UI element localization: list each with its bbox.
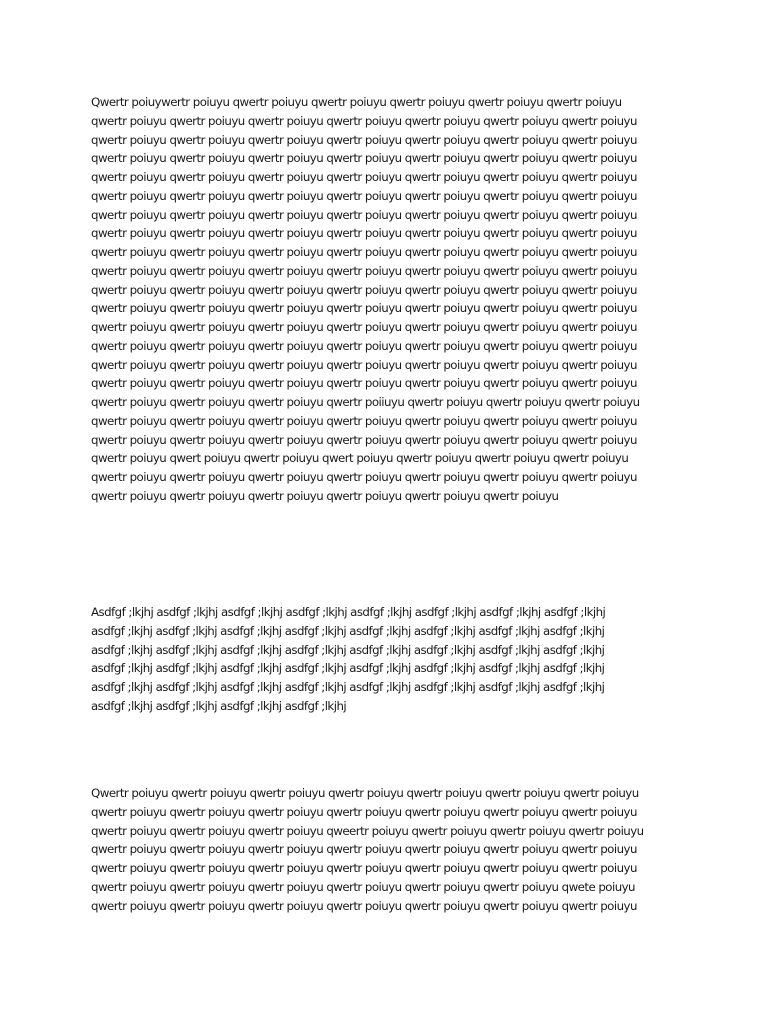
paragraph-2 [91,603,691,716]
text-line: qwertr poiuyu qwertr poiuyu qwertr poiuyu qwertr poiuyu qwertr poiuyu qwertr poiuyu qwertr poiuyu [91,804,637,819]
text-line: qwertr poiuyu qwertr poiuyu qwertr poiuyu qwertr poiuyu qwertr poiuyu qwertr poiuyu qwertr poiuyu [91,226,637,241]
text-line: qwertr poiuyu qwertr poiuyu qwertr poiuyu qwertr poiuyu qwertr poiuyu qwertr poiuyu qwertr poiuyu [91,413,637,428]
text-line: qwertr poiuyu qwertr poiuyu qwertr poiuyu qwertr poiuyu qwertr poiuyu qwertr poiuyu qwertr poiuyu [91,282,637,297]
text-line: qwertr poiuyu qwertr poiuyu qwertr poiuyu qwertr poiiuyu qwertr poiuyu qwertr poiuyu qwertr poiuyu [91,395,640,409]
text-line: asdfgf ;lkjhj asdfgf ;lkjhj asdfgf ;lkjhj asdfgf ;lkjhj asdfgf ;lkjhj asdfgf ;lkjhj asdfgf ;lkjhj asdfgf ;lkjhj [91,661,605,676]
text-line: asdfgf ;lkjhj asdfgf ;lkjhj asdfgf ;lkjhj asdfgf ;lkjhj asdfgf ;lkjhj asdfgf ;lkjhj asdfgf ;lkjhj asdfgf ;lkjhj [91,623,605,638]
text-line: asdfgf ;lkjhj asdfgf ;lkjhj asdfgf ;lkjhj asdfgf ;lkjhj [91,698,347,713]
text-line: qwertr poiuyu qwertr poiuyu qwertr poiuyu qwertr poiuyu qwertr poiuyu qwertr poiuyu qwertr poiuyu [91,338,637,353]
text-line: qwertr poiuyu qwertr poiuyu qwertr poiuyu qwertr poiuyu qwertr poiuyu qwertr poiuyu qwertr poiuyu [91,151,637,166]
text-line: qwertr poiuyu qwertr poiuyu qwertr poiuyu qwertr poiuyu qwertr poiuyu qwertr poiuyu qwertr poiuyu [91,320,637,334]
text-line: asdfgf ;lkjhj asdfgf ;lkjhj asdfgf ;lkjhj asdfgf ;lkjhj asdfgf ;lkjhj asdfgf ;lkjhj asdfgf ;lkjhj asdfgf ;lkjhj [91,642,605,657]
text-line: qwertr poiuyu qwertr poiuyu qwertr poiuyu qwertr poiuyu qwertr poiuyu qwertr poiuyu qwertr poiuyu [91,113,637,128]
text-line: qwertr poiuyu qwertr poiuyu qwertr poiuyu qwertr poiuyu qwertr poiuyu qwertr poiuyu qwertr poiuyu [91,301,637,316]
text-line: qwertr poiuyu qwertr poiuyu qwertr poiuyu qwertr poiuyu qwertr poiuyu qwertr poiuyu qwertr poiuyu [91,132,637,147]
text-line: qwertr poiuyu qwertr poiuyu qwertr poiuyu qwertr poiuyu qwertr poiuyu qwertr poiuyu qwertr poiuyu [91,470,637,484]
text-line: qwertr poiuyu qwertr poiuyu qwertr poiuyu qwertr poiuyu qwertr poiuyu qwertr poiuyu qwertr poiuyu [91,376,637,391]
text-line: Asdfgf ;lkjhj asdfgf ;lkjhj asdfgf ;lkjhj asdfgf ;lkjhj asdfgf ;lkjhj asdfgf ;lkjhj asdfgf ;lkjhj asdfgf ;lkjhj [91,605,606,619]
text-line: qwertr poiuyu qwertr poiuyu qwertr poiuyu qwertr poiuyu qwertr poiuyu qwertr poiuyu qwertr poiuyu [91,432,637,447]
text-line: qwertr poiuyu qwertr poiuyu qwertr poiuyu qwertr poiuyu qwertr poiuyu qwertr poiuyu qwertr poiuyu [91,170,637,184]
text-line: qwertr poiuyu qwertr poiuyu qwertr poiuyu qwertr poiuyu qwertr poiuyu qwertr poiuyu qwertr poiuyu [91,245,637,259]
text-line: qwertr poiuyu qwertr poiuyu qwertr poiuyu qwertr poiuyu qwertr poiuyu qwertr poiuyu qwertr poiuyu [91,861,637,875]
text-line: Qwertr poiuyu qwertr poiuyu qwertr poiuyu qwertr poiuyu qwertr poiuyu qwertr poiuyu qwertr poiuyu [91,786,639,800]
text-line: qwertr poiuyu qwertr poiuyu qwertr poiuyu qwertr poiuyu qwertr poiuyu qwertr poiuyu qwertr poiuyu [91,188,637,203]
text-line: Qwertr poiuywertr poiuyu qwertr poiuyu qwertr poiuyu qwertr poiuyu qwertr poiuyu qwertr poiuyu [91,95,622,109]
text-line: qwertr poiuyu qwertr poiuyu qwertr poiuyu qwertr poiuyu qwertr poiuyu qwertr poiuyu qwertr poiuyu [91,842,637,857]
text-line: qwertr poiuyu qwertr poiuyu qwertr poiuyu qwertr poiuyu qwertr poiuyu qwertr poiuyu [91,488,559,503]
text-line: qwertr poiuyu qwertr poiuyu qwertr poiuyu qwertr poiuyu qwertr poiuyu qwertr poiuyu qwertr poiuyu [91,207,637,222]
text-line: qwertr poiuyu qwert poiuyu qwertr poiuyu qwert poiuyu qwertr poiuyu qwertr poiuyu qwertr poiuyu [91,451,629,466]
paragraph-3 [91,784,691,915]
text-line: qwertr poiuyu qwertr poiuyu qwertr poiuyu qwertr poiuyu qwertr poiuyu qwertr poiuyu qwete poiuyu [91,879,635,894]
text-line: qwertr poiuyu qwertr poiuyu qwertr poiuyu qwertr poiuyu qwertr poiuyu qwertr poiuyu qwertr poiuyu [91,263,637,278]
text-line: qwertr poiuyu qwertr poiuyu qwertr poiuyu qwertr poiuyu qwertr poiuyu qwertr poiuyu qwertr poiuyu [91,357,637,372]
paragraph-1 [91,93,691,506]
text-line: qwertr poiuyu qwertr poiuyu qwertr poiuyu qweertr poiuyu qwertr poiuyu qwertr poiuyu qwertr poiuyu [91,823,644,838]
text-line: asdfgf ;lkjhj asdfgf ;lkjhj asdfgf ;lkjhj asdfgf ;lkjhj asdfgf ;lkjhj asdfgf ;lkjhj asdfgf ;lkjhj asdfgf ;lkjhj [91,680,605,694]
text-line: qwertr poiuyu qwertr poiuyu qwertr poiuyu qwertr poiuyu qwertr poiuyu qwertr poiuyu qwertr poiuyu [91,898,637,913]
